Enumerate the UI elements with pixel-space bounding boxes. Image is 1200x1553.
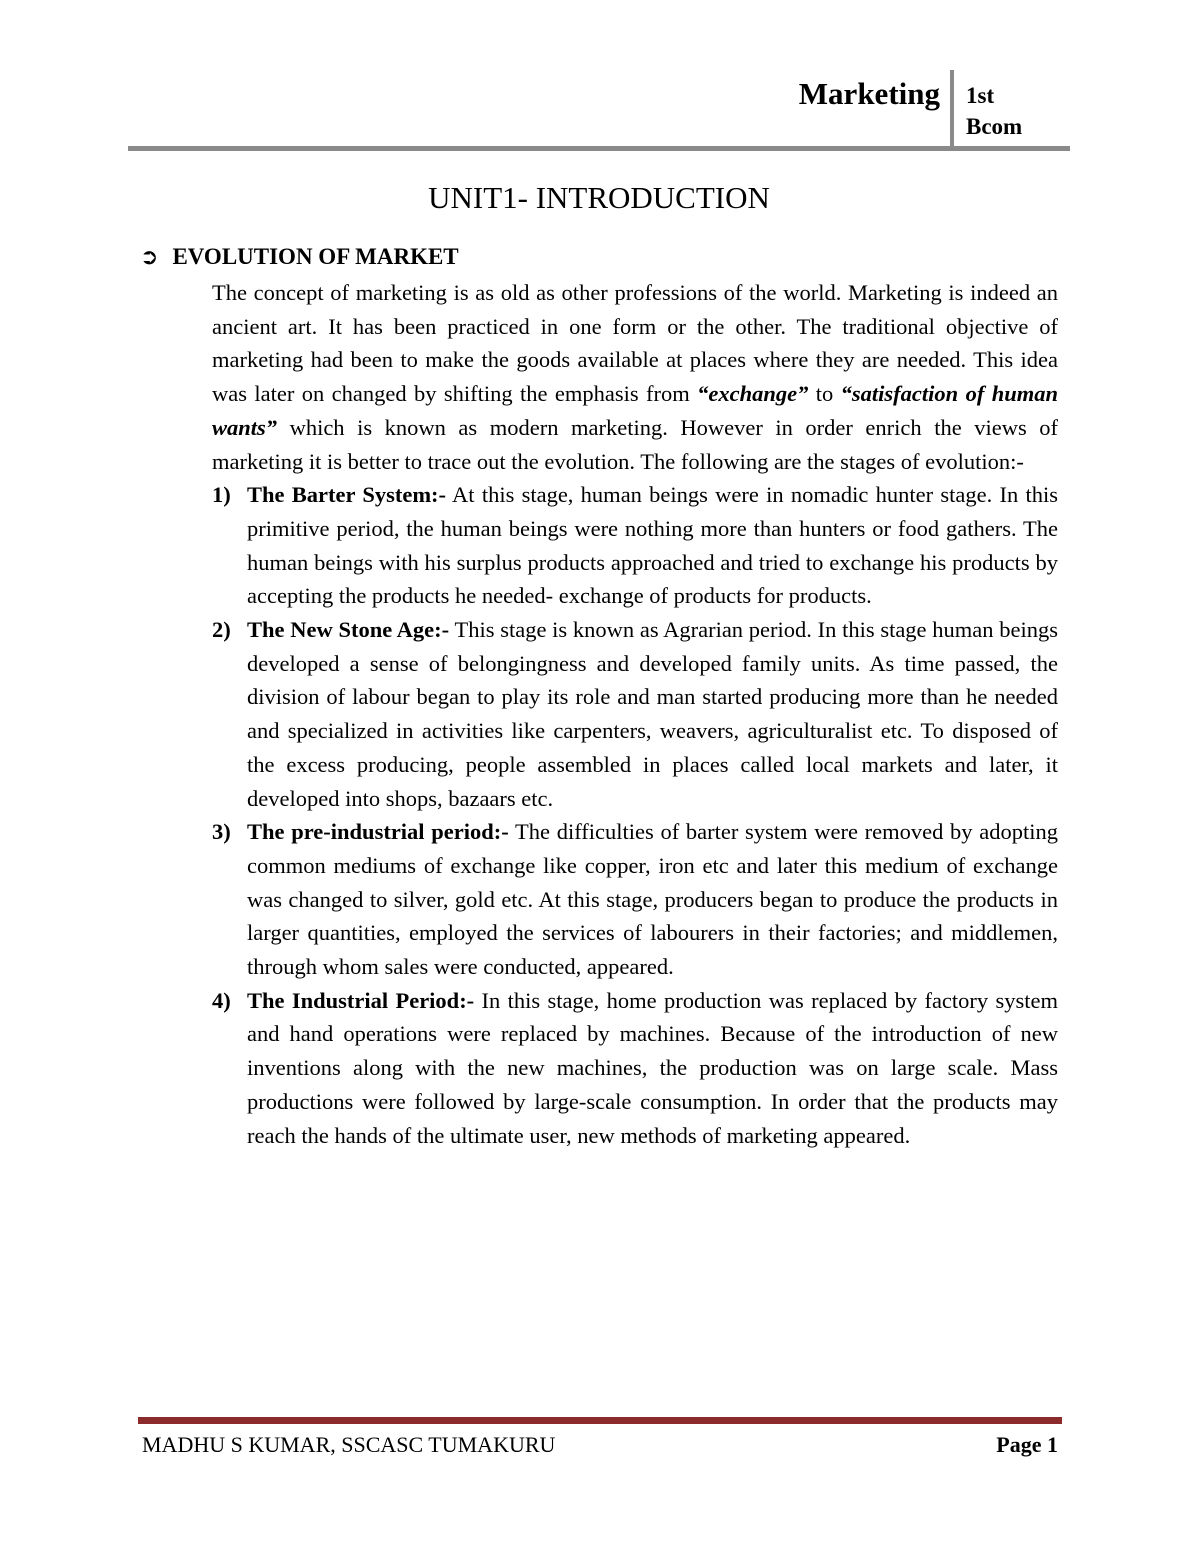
list-item — [212, 613, 1058, 815]
stage-text: The difficulties of barter system were removed by adopting common mediums of exchange like copper, iron etc and later this medium of exchange was changed to silver, gold etc. At this stage, producers began to produce the products in larger quantities, employed the services of labourers in their factories; and middlemen, through whom sales were conducted, appeared. — [247, 819, 1058, 980]
header-course-line1: 1st — [966, 83, 995, 108]
unit-title: UNIT1- INTRODUCTION — [428, 180, 770, 215]
list-item — [212, 478, 1058, 613]
intro-term-satisfaction: “satisfaction of human wants” — [212, 381, 1058, 440]
arrow-right-circle-icon: ➲ — [140, 245, 159, 270]
header-course — [966, 80, 1066, 142]
header-course-line2: Bcom — [966, 114, 1023, 139]
header-title: Marketing — [798, 76, 940, 111]
stage-number: 3) — [212, 819, 231, 845]
stage-number: 2) — [212, 617, 231, 643]
intro-text-end: which is known as modern marketing. However in order enrich the views of marketing it is better to trace out the evolution. The following are the stages of evolution:- — [212, 414, 1058, 474]
list-item — [212, 815, 1058, 984]
stage-text: In this stage, home production was replaced by factory system and hand operations were replaced by machines. Because of the introduction of new inventions along with the new machines, the production was on large scale. Mass productions were followed by large-scale consumption. In order that the products may reach the hands of the ultimate user, new methods of marketing appeared. — [247, 987, 1059, 1148]
section-heading — [140, 244, 459, 270]
stage-name: The pre-industrial period:- — [247, 819, 509, 845]
stage-text: This stage is known as Agrarian period. In this stage human beings developed a sense of belongingness and developed family units. As time passed, the division of labour began to play its role and man started producing more than he needed and specialized in activities like carpenters, weavers, agriculturalist etc. To disposed of the excess producing, people assembled in places called local markets and later, it developed into shops, bazaars etc. — [247, 617, 1058, 811]
page-number: Page 1 — [996, 1432, 1058, 1457]
document-body — [212, 276, 1058, 1152]
intro-paragraph — [212, 276, 1058, 478]
intro-term-exchange: “exchange” — [697, 381, 809, 407]
stage-number: 4) — [212, 987, 231, 1013]
list-item — [212, 984, 1058, 1153]
header-divider — [950, 70, 954, 146]
intro-text: The concept of marketing is as old as other professions of the world. Marketing is indeed an ancient art. It has been practiced in one form or the other. The traditional objective of marketing had been to make the goods available at places where they are needed. This idea was later on changed by shifting the emphasis from — [212, 280, 1058, 407]
stage-name: The New Stone Age:- — [247, 617, 450, 643]
stage-name: The Barter System:- — [247, 482, 447, 508]
intro-connector: to — [808, 381, 841, 407]
stage-text: At this stage, human beings were in nomadic hunter stage. In this primitive period, the human beings were nothing more than hunters or food gathers. The human beings with his surplus products approached and tried to exchange his products by accepting the products he needed- exchange of products for products. — [247, 482, 1058, 609]
footer-author: MADHU S KUMAR, SSCASC TUMAKURU — [142, 1432, 556, 1457]
stage-number: 1) — [212, 482, 231, 508]
header-rule — [128, 146, 1070, 151]
footer-rule — [138, 1417, 1062, 1424]
stages-list — [212, 478, 1058, 1152]
stage-name: The Industrial Period:- — [247, 987, 475, 1013]
section-heading-text: EVOLUTION OF MARKET — [172, 244, 459, 269]
